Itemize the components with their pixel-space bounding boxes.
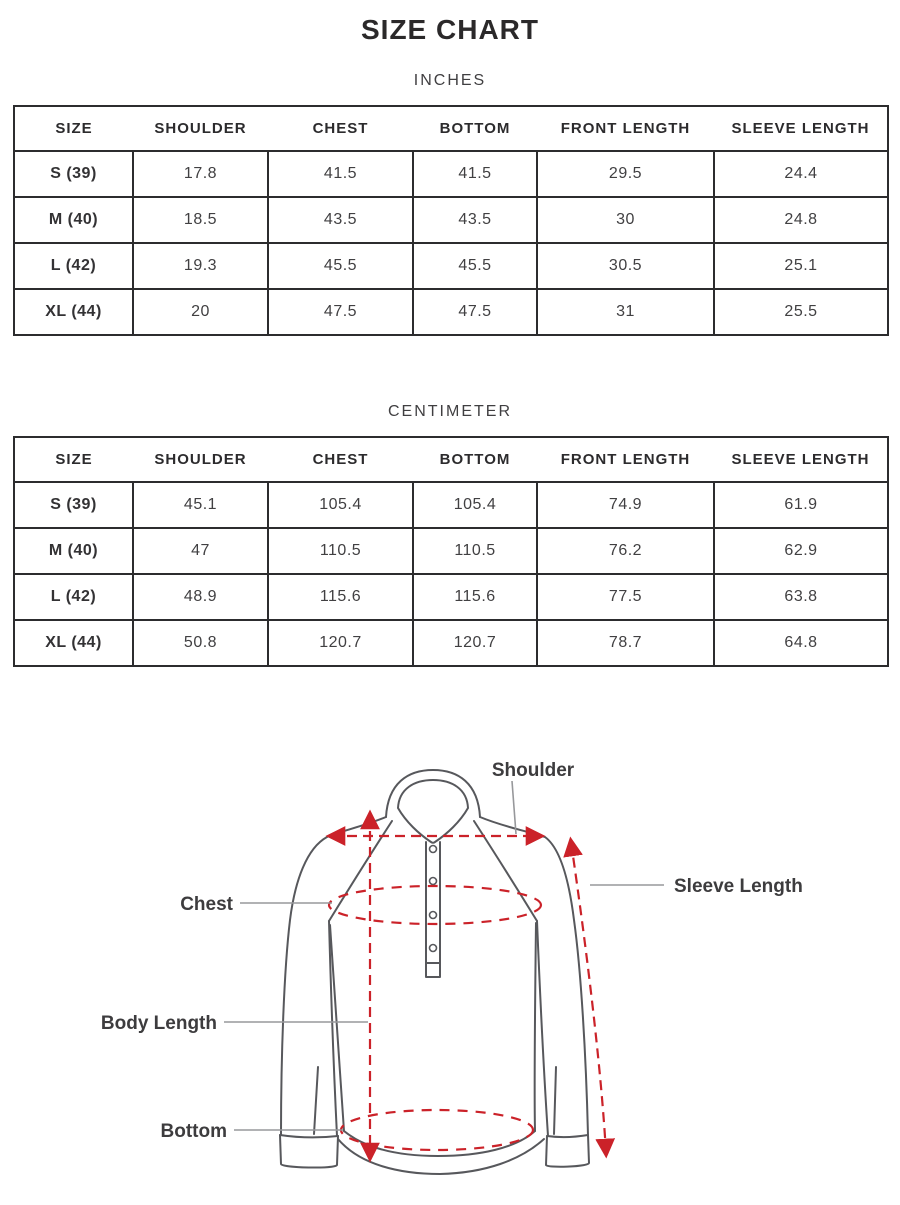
value-cell: 50.8 bbox=[133, 620, 268, 666]
value-cell: 25.5 bbox=[714, 289, 888, 335]
table-row bbox=[14, 243, 888, 289]
value-cell: 105.4 bbox=[413, 482, 537, 528]
right-body-side bbox=[535, 923, 536, 1131]
value-cell: 18.5 bbox=[133, 197, 268, 243]
value-cell: 110.5 bbox=[413, 528, 537, 574]
value-cell: 45.5 bbox=[268, 243, 413, 289]
measurement-diagram bbox=[0, 745, 900, 1200]
sleeve-length-measure-line bbox=[571, 842, 606, 1153]
left-sleeve-inner bbox=[329, 921, 337, 1136]
value-cell: 47 bbox=[133, 528, 268, 574]
value-cell: 115.6 bbox=[268, 574, 413, 620]
value-cell: 48.9 bbox=[133, 574, 268, 620]
button-icon bbox=[430, 945, 437, 952]
value-cell: 43.5 bbox=[268, 197, 413, 243]
hem-inner bbox=[344, 1131, 535, 1156]
size-cell: S (39) bbox=[14, 482, 133, 528]
unit-label-inches: INCHES bbox=[413, 72, 487, 89]
size-cell: L (42) bbox=[14, 243, 133, 289]
value-cell: 120.7 bbox=[413, 620, 537, 666]
shirt-outline-drawing bbox=[280, 770, 589, 1174]
value-cell: 78.7 bbox=[537, 620, 714, 666]
right-sleeve-inner bbox=[537, 921, 548, 1136]
table-row bbox=[14, 482, 888, 528]
value-cell: 115.6 bbox=[413, 574, 537, 620]
value-cell: 24.8 bbox=[714, 197, 888, 243]
value-cell: 30 bbox=[537, 197, 714, 243]
size-cell: S (39) bbox=[14, 151, 133, 197]
value-cell: 64.8 bbox=[714, 620, 888, 666]
page-title: SIZE CHART bbox=[361, 14, 539, 45]
value-cell: 74.9 bbox=[537, 482, 714, 528]
right-cuff bbox=[546, 1135, 589, 1167]
body-length-label: Body Length bbox=[100, 1013, 217, 1034]
value-cell: 43.5 bbox=[413, 197, 537, 243]
header-row bbox=[14, 437, 888, 482]
value-cell: 110.5 bbox=[268, 528, 413, 574]
value-cell: 120.7 bbox=[268, 620, 413, 666]
value-cell: 45.1 bbox=[133, 482, 268, 528]
diagram-labels bbox=[101, 760, 803, 1142]
column-header-shoulder: SHOULDER bbox=[133, 437, 268, 482]
placket bbox=[426, 842, 440, 977]
chest-label: Chest bbox=[180, 894, 233, 915]
value-cell: 62.9 bbox=[714, 528, 888, 574]
collar-opening bbox=[398, 780, 468, 843]
left-cuff-top bbox=[280, 1135, 338, 1137]
column-header-sleeve-length: SLEEVE LENGTH bbox=[714, 437, 888, 482]
left-cuff-fold bbox=[314, 1067, 318, 1134]
bottom-measure-ellipse bbox=[341, 1110, 533, 1150]
value-cell: 105.4 bbox=[268, 482, 413, 528]
table-row bbox=[14, 574, 888, 620]
unit-label-centimeter: CENTIMETER bbox=[388, 403, 512, 420]
table-row bbox=[14, 289, 888, 335]
value-cell: 29.5 bbox=[537, 151, 714, 197]
size-cell: L (42) bbox=[14, 574, 133, 620]
size-cell: M (40) bbox=[14, 528, 133, 574]
value-cell: 24.4 bbox=[714, 151, 888, 197]
shoulder-label: Shoulder bbox=[491, 760, 575, 781]
column-header-shoulder: SHOULDER bbox=[133, 106, 268, 151]
value-cell: 17.8 bbox=[133, 151, 268, 197]
sleeve-length-label: Sleeve Length bbox=[674, 876, 803, 897]
size-table-centimeter bbox=[13, 436, 889, 667]
value-cell: 19.3 bbox=[133, 243, 268, 289]
value-cell: 41.5 bbox=[413, 151, 537, 197]
size-cell: M (40) bbox=[14, 197, 133, 243]
value-cell: 77.5 bbox=[537, 574, 714, 620]
value-cell: 25.1 bbox=[714, 243, 888, 289]
value-cell: 63.8 bbox=[714, 574, 888, 620]
right-cuff-top bbox=[547, 1135, 588, 1137]
column-header-chest: CHEST bbox=[268, 437, 413, 482]
value-cell: 20 bbox=[133, 289, 268, 335]
value-cell: 61.9 bbox=[714, 482, 888, 528]
value-cell: 45.5 bbox=[413, 243, 537, 289]
value-cell: 47.5 bbox=[268, 289, 413, 335]
button-icon bbox=[430, 878, 437, 885]
leader-lines bbox=[224, 781, 664, 1130]
shirt-measurement-illustration bbox=[0, 745, 900, 1200]
value-cell: 31 bbox=[537, 289, 714, 335]
table-row bbox=[14, 528, 888, 574]
column-header-size: SIZE bbox=[14, 106, 133, 151]
button-icon bbox=[430, 846, 437, 853]
button-icon bbox=[430, 912, 437, 919]
right-cuff-fold bbox=[554, 1067, 556, 1134]
column-header-bottom: BOTTOM bbox=[413, 106, 537, 151]
value-cell: 41.5 bbox=[268, 151, 413, 197]
bottom-label: Bottom bbox=[160, 1121, 227, 1142]
size-table-inches bbox=[13, 105, 889, 336]
value-cell: 30.5 bbox=[537, 243, 714, 289]
size-cell: XL (44) bbox=[14, 289, 133, 335]
value-cell: 76.2 bbox=[537, 528, 714, 574]
value-cell: 47.5 bbox=[413, 289, 537, 335]
column-header-front-length: FRONT LENGTH bbox=[537, 437, 714, 482]
table-row bbox=[14, 620, 888, 666]
column-header-front-length: FRONT LENGTH bbox=[537, 106, 714, 151]
column-header-sleeve-length: SLEEVE LENGTH bbox=[714, 106, 888, 151]
column-header-bottom: BOTTOM bbox=[413, 437, 537, 482]
shoulder-leader-line bbox=[512, 781, 516, 834]
column-header-chest: CHEST bbox=[268, 106, 413, 151]
table-row bbox=[14, 197, 888, 243]
measurement-lines bbox=[329, 815, 606, 1157]
column-header-size: SIZE bbox=[14, 437, 133, 482]
size-cell: XL (44) bbox=[14, 620, 133, 666]
header-row bbox=[14, 106, 888, 151]
left-cuff bbox=[280, 1135, 338, 1168]
table-row bbox=[14, 151, 888, 197]
